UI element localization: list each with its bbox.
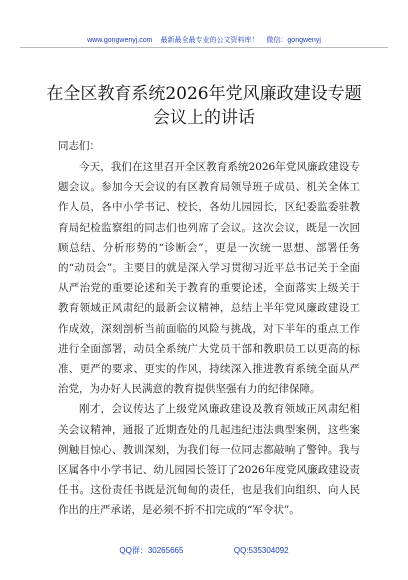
page-footer [0, 545, 408, 556]
document-body [58, 157, 360, 521]
page-header [0, 0, 408, 50]
footer-qq: QQ:535304092 [233, 546, 289, 555]
header-divider [20, 47, 388, 48]
footer-qq-group: QQ群：30265665 [119, 546, 184, 555]
header-wechat: 微信：gongwenyj [266, 37, 321, 44]
header-slogan: 最新最全最专业的公文资料库！ [160, 37, 259, 44]
salutation: 同志们： [58, 140, 100, 152]
body-paragraph-2: 刚才，会议传达了上级党风廉政建设及教育领域正风肃纪相关会议精神，通报了近期查处的几起违纪违法典型案例，这些案例触目惊心、教训深刻，为我们每一位同志都敲响了警钟。我与区属各中小学书记、幼儿园园长签订了2026年度党风廉政建设责任书。这份责任书既是沉甸甸的责任，也是我们向组织、向人民作出的庄严承诺，是必须不折不扣完成的“军令状”。 [58, 403, 360, 517]
body-paragraph-1: 今天，我们在这里召开全区教育系统2026年党风廉政建设专题会议。参加今天会议的有区教育局领导班子成员、机关全体工作人员，各中小学书记、校长，各幼儿园园长，区纪委监委驻教育局纪检监察组的同志们也列席了会议。这次会议，既是一次回顾总结、分析形势的“诊断会”，更是一次统一思想、部署任务的“动员会”。主要目的就是深入学习贯彻习近平总书记关于全面从严治党的重要论述和关于教育的重要论述，全面落实上级关于教育领域正风肃纪的最新会议精神，总结上半年党风廉政建设工作成效，深刻剖析当前面临的风险与挑战，对下半年的重点工作进行全面部署，动员全系统广大党员干部和教职员工以更高的标准、更严的要求、更实的作风，持续深入推进教育系统全面从严治党，为办好人民满意的教育提供坚强有力的纪律保障。 [58, 161, 360, 396]
site-url-link[interactable]: www.gongwenyj.com [87, 37, 153, 44]
document-title: 在全区教育系统2026年党风廉政建设专题会议上的讲话 [46, 84, 362, 128]
header-banner [0, 36, 408, 45]
